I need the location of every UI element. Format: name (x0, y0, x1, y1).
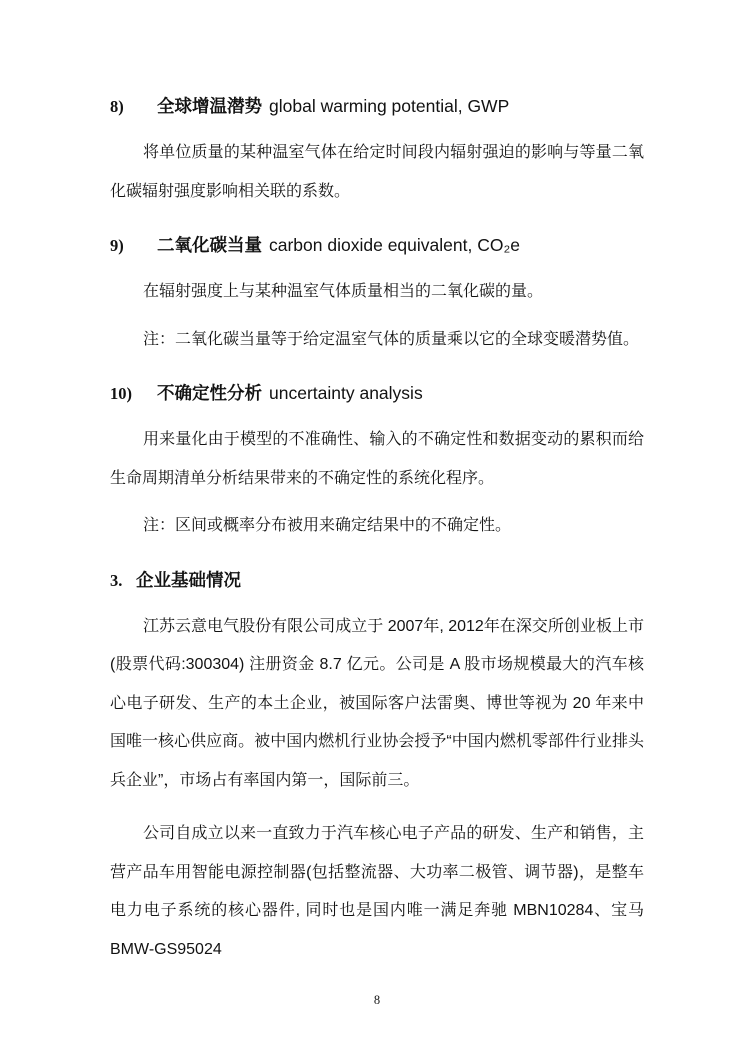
definition-number: 8) (110, 97, 124, 116)
term-chinese: 不确定性分析 (157, 383, 262, 403)
term-chinese: 全球增温潜势 (157, 96, 262, 116)
page-number: 8 (373, 993, 381, 1007)
definition-body: 用来量化由于模型的不准确性、输入的不确定性和数据变动的累积而给生命周期清单分析结果带来的不确定性的系统化程序。 (110, 431, 644, 487)
section-heading (110, 568, 644, 593)
definition-heading-10 (110, 381, 644, 406)
section-paragraph: 公司自成立以来一直致力于汽车核心电子产品的研发、生产和销售，主营产品车用智能电源控制器(包括整流器、大功率二极管、调节器)，是整车电力电子系统的核心器件, 同时也是国内唯一满足奔驰 MBN10284、宝马 BMW-GS95024 (110, 825, 644, 958)
section-number: 3. (110, 570, 123, 590)
definition-body: 将单位质量的某种温室气体在给定时间段内辐射强迫的影响与等量二氧化碳辐射强度影响相关联的系数。 (110, 144, 644, 200)
term-chinese: 二氧化碳当量 (157, 235, 262, 255)
definition-heading-9 (110, 233, 644, 258)
term-english: global warming potential, GWP (269, 96, 510, 116)
definition-number: 10) (110, 384, 132, 403)
definition-note: 注：二氧化碳当量等于给定温室气体的质量乘以它的全球变暖潜势值。 (143, 330, 640, 348)
definition-heading-8 (110, 94, 644, 119)
section-paragraph: 江苏云意电气股份有限公司成立于 2007年, 2012年在深交所创业板上市(股票代码:300304) 注册资金 8.7 亿元。公司是 A 股市场规模最大的汽车核心电子研发、生产的本土企业，被国际客户法雷奥、博世等视为 20 年来中国唯一核心供应商。被中国内燃机行业协会授予“中国内燃机零部件行业排头兵企业”，市场占有率国内第一，国际前三。 (110, 617, 644, 789)
term-english: uncertainty analysis (269, 383, 423, 403)
definition-body: 在辐射强度上与某种温室气体质量相当的二氧化碳的量。 (143, 283, 544, 300)
section-title: 企业基础情况 (136, 569, 241, 590)
definition-note: 注：区间或概率分布被用来确定结果中的不确定性。 (143, 517, 512, 534)
definition-number: 9) (110, 236, 124, 255)
term-english: carbon dioxide equivalent, CO₂e (269, 235, 520, 255)
